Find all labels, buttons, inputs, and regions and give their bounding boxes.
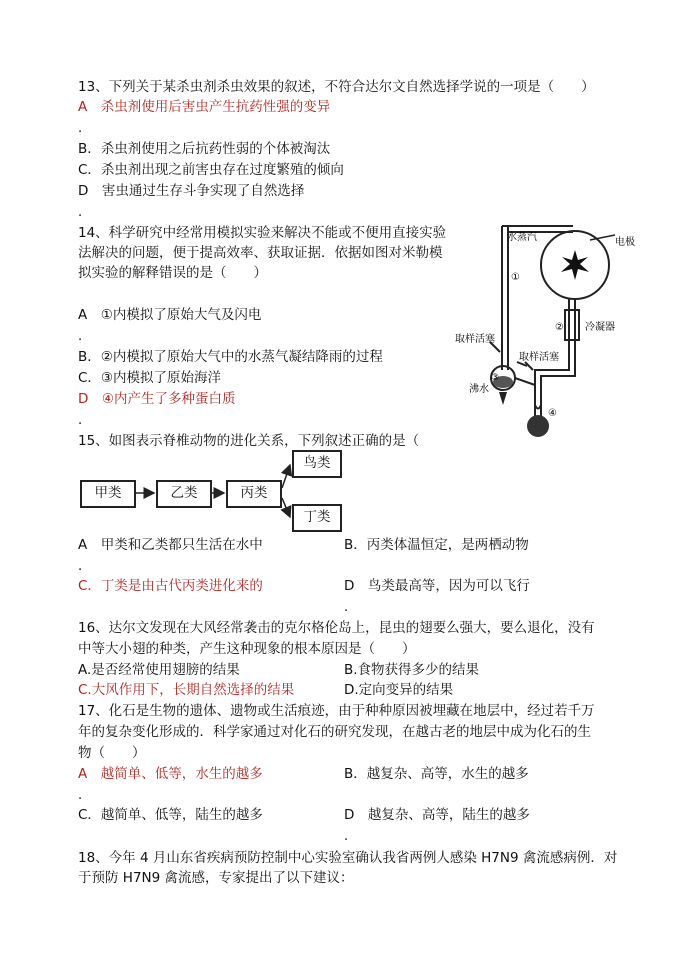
dot-mark: . (344, 600, 349, 615)
q15-option-c: C．丁类是由古代丙类进化来的 (78, 578, 263, 594)
q14-stem-line2: 法解决的问题，便于提高效率、获取证据．依据如图对米勒模 (78, 245, 443, 261)
q17-stem-line1: 17、化石是生物的遗体、遗物或生活痕迹，由于种种原因被埋藏在地层中，经过若千万 (78, 703, 595, 719)
boiling-water-label: 沸水 (469, 384, 489, 395)
q17-option-b: B．越复杂、高等，水生的越多 (344, 766, 529, 782)
diagram-box-ding: 丁类 (292, 504, 342, 532)
water-vapor-label: 水蒸汽 (507, 232, 537, 243)
q14-stem-line1: 14、科学研究中经常用模拟实验来解决不能或不便用直接实验 (78, 225, 447, 241)
q17-option-c: C．越简单、低等，陆生的越多 (78, 807, 263, 823)
diagram-box-niao: 鸟类 (292, 450, 342, 478)
q16-option-d: D.定向变异的结果 (344, 682, 454, 698)
q13-option-b: B．杀虫剂使用之后抗药性弱的个体被淘汰 (78, 141, 331, 157)
q14-stem-line3: 拟实验的解释错误的是（ ） (78, 265, 267, 281)
miller-apparatus-figure (455, 220, 655, 450)
q17-option-d: D 越复杂、高等，陆生的越多 (344, 807, 530, 823)
dot-mark: . (78, 329, 83, 344)
q14-option-b: B．②内模拟了原始大气中的水蒸气凝结降雨的过程 (78, 349, 383, 365)
dot-mark: . (78, 413, 83, 428)
q14-option-d: D ④内产生了多种蛋白质 (78, 391, 236, 407)
q15-option-d: D 鸟类最高等，因为可以飞行 (344, 578, 530, 594)
num3-label: ③ (491, 373, 500, 383)
q14-option-c: C．③内模拟了原始海洋 (78, 370, 222, 386)
q15-stem: 15、如图表示脊椎动物的进化关系，下列叙述正确的是（ (78, 433, 420, 449)
diagram-box-bing: 丙类 (226, 480, 282, 508)
dot-mark: . (78, 121, 83, 136)
dot-mark: . (344, 829, 349, 844)
num4-label: ④ (548, 408, 557, 419)
sampling-valve-left-label: 取样活塞 (455, 334, 495, 345)
q13-option-c: C．杀虫剂出现之前害虫存在过度繁殖的倾向 (78, 162, 344, 178)
q18-stem-line2: 于预防 H7N9 禽流感，专家提出了以下建议： (78, 870, 354, 886)
q16-stem-line1: 16、达尔文发现在大风经常袭击的克尔格伦岛上，昆虫的翅要么强大，要么退化，没有 (78, 620, 595, 636)
dot-mark: . (78, 559, 83, 574)
diagram-box-yi: 乙类 (156, 480, 212, 508)
q17-option-a: A 越简单、低等，水生的越多 (78, 766, 263, 782)
num1-label: ① (511, 272, 520, 283)
q14-option-a: A ①内模拟了原始大气及闪电 (78, 307, 262, 323)
sampling-valve-right-label: 取样活塞 (519, 352, 559, 363)
q13-stem: 13、下列关于某杀虫剂杀虫效果的叙述，不符合达尔文自然选择学说的一项是（ ） (78, 79, 595, 95)
q13-option-a: A 杀虫剂使用后害虫产生抗药性强的变异 (78, 99, 331, 115)
q16-option-a: A.是否经常使用翅膀的结果 (78, 662, 240, 678)
num2-label: ② (555, 322, 564, 333)
q16-stem-line2: 中等大小翅的种类，产生这种现象的根本原因是（ ） (78, 641, 416, 657)
q13-option-d: D 害虫通过生存斗争实现了自然选择 (78, 183, 305, 199)
q17-stem-line3: 物（ ） (78, 745, 146, 761)
diagram-box-jia: 甲类 (80, 480, 136, 508)
q16-option-b: B.食物获得多少的结果 (344, 662, 480, 678)
electrode-label: 电极 (615, 237, 635, 248)
dot-mark: . (78, 205, 83, 220)
q17-stem-line2: 年的复杂变化形成的．科学家通过对化石的研究发现，在越古老的地层中成为化石的生 (78, 724, 591, 740)
dot-mark: . (78, 788, 83, 803)
q15-option-b: B．丙类体温恒定，是两栖动物 (344, 537, 529, 553)
condenser-label: 冷凝器 (585, 322, 615, 333)
q16-option-c: C.大风作用下，长期自然选择的结果 (78, 682, 295, 698)
q15-option-a: A 甲类和乙类都只生活在水中 (78, 537, 263, 553)
q18-stem-line1: 18、今年 4 月山东省疾病预防控制中心实验室确认我省两例人感染 H7N9 禽流感病例．对 (78, 850, 618, 866)
